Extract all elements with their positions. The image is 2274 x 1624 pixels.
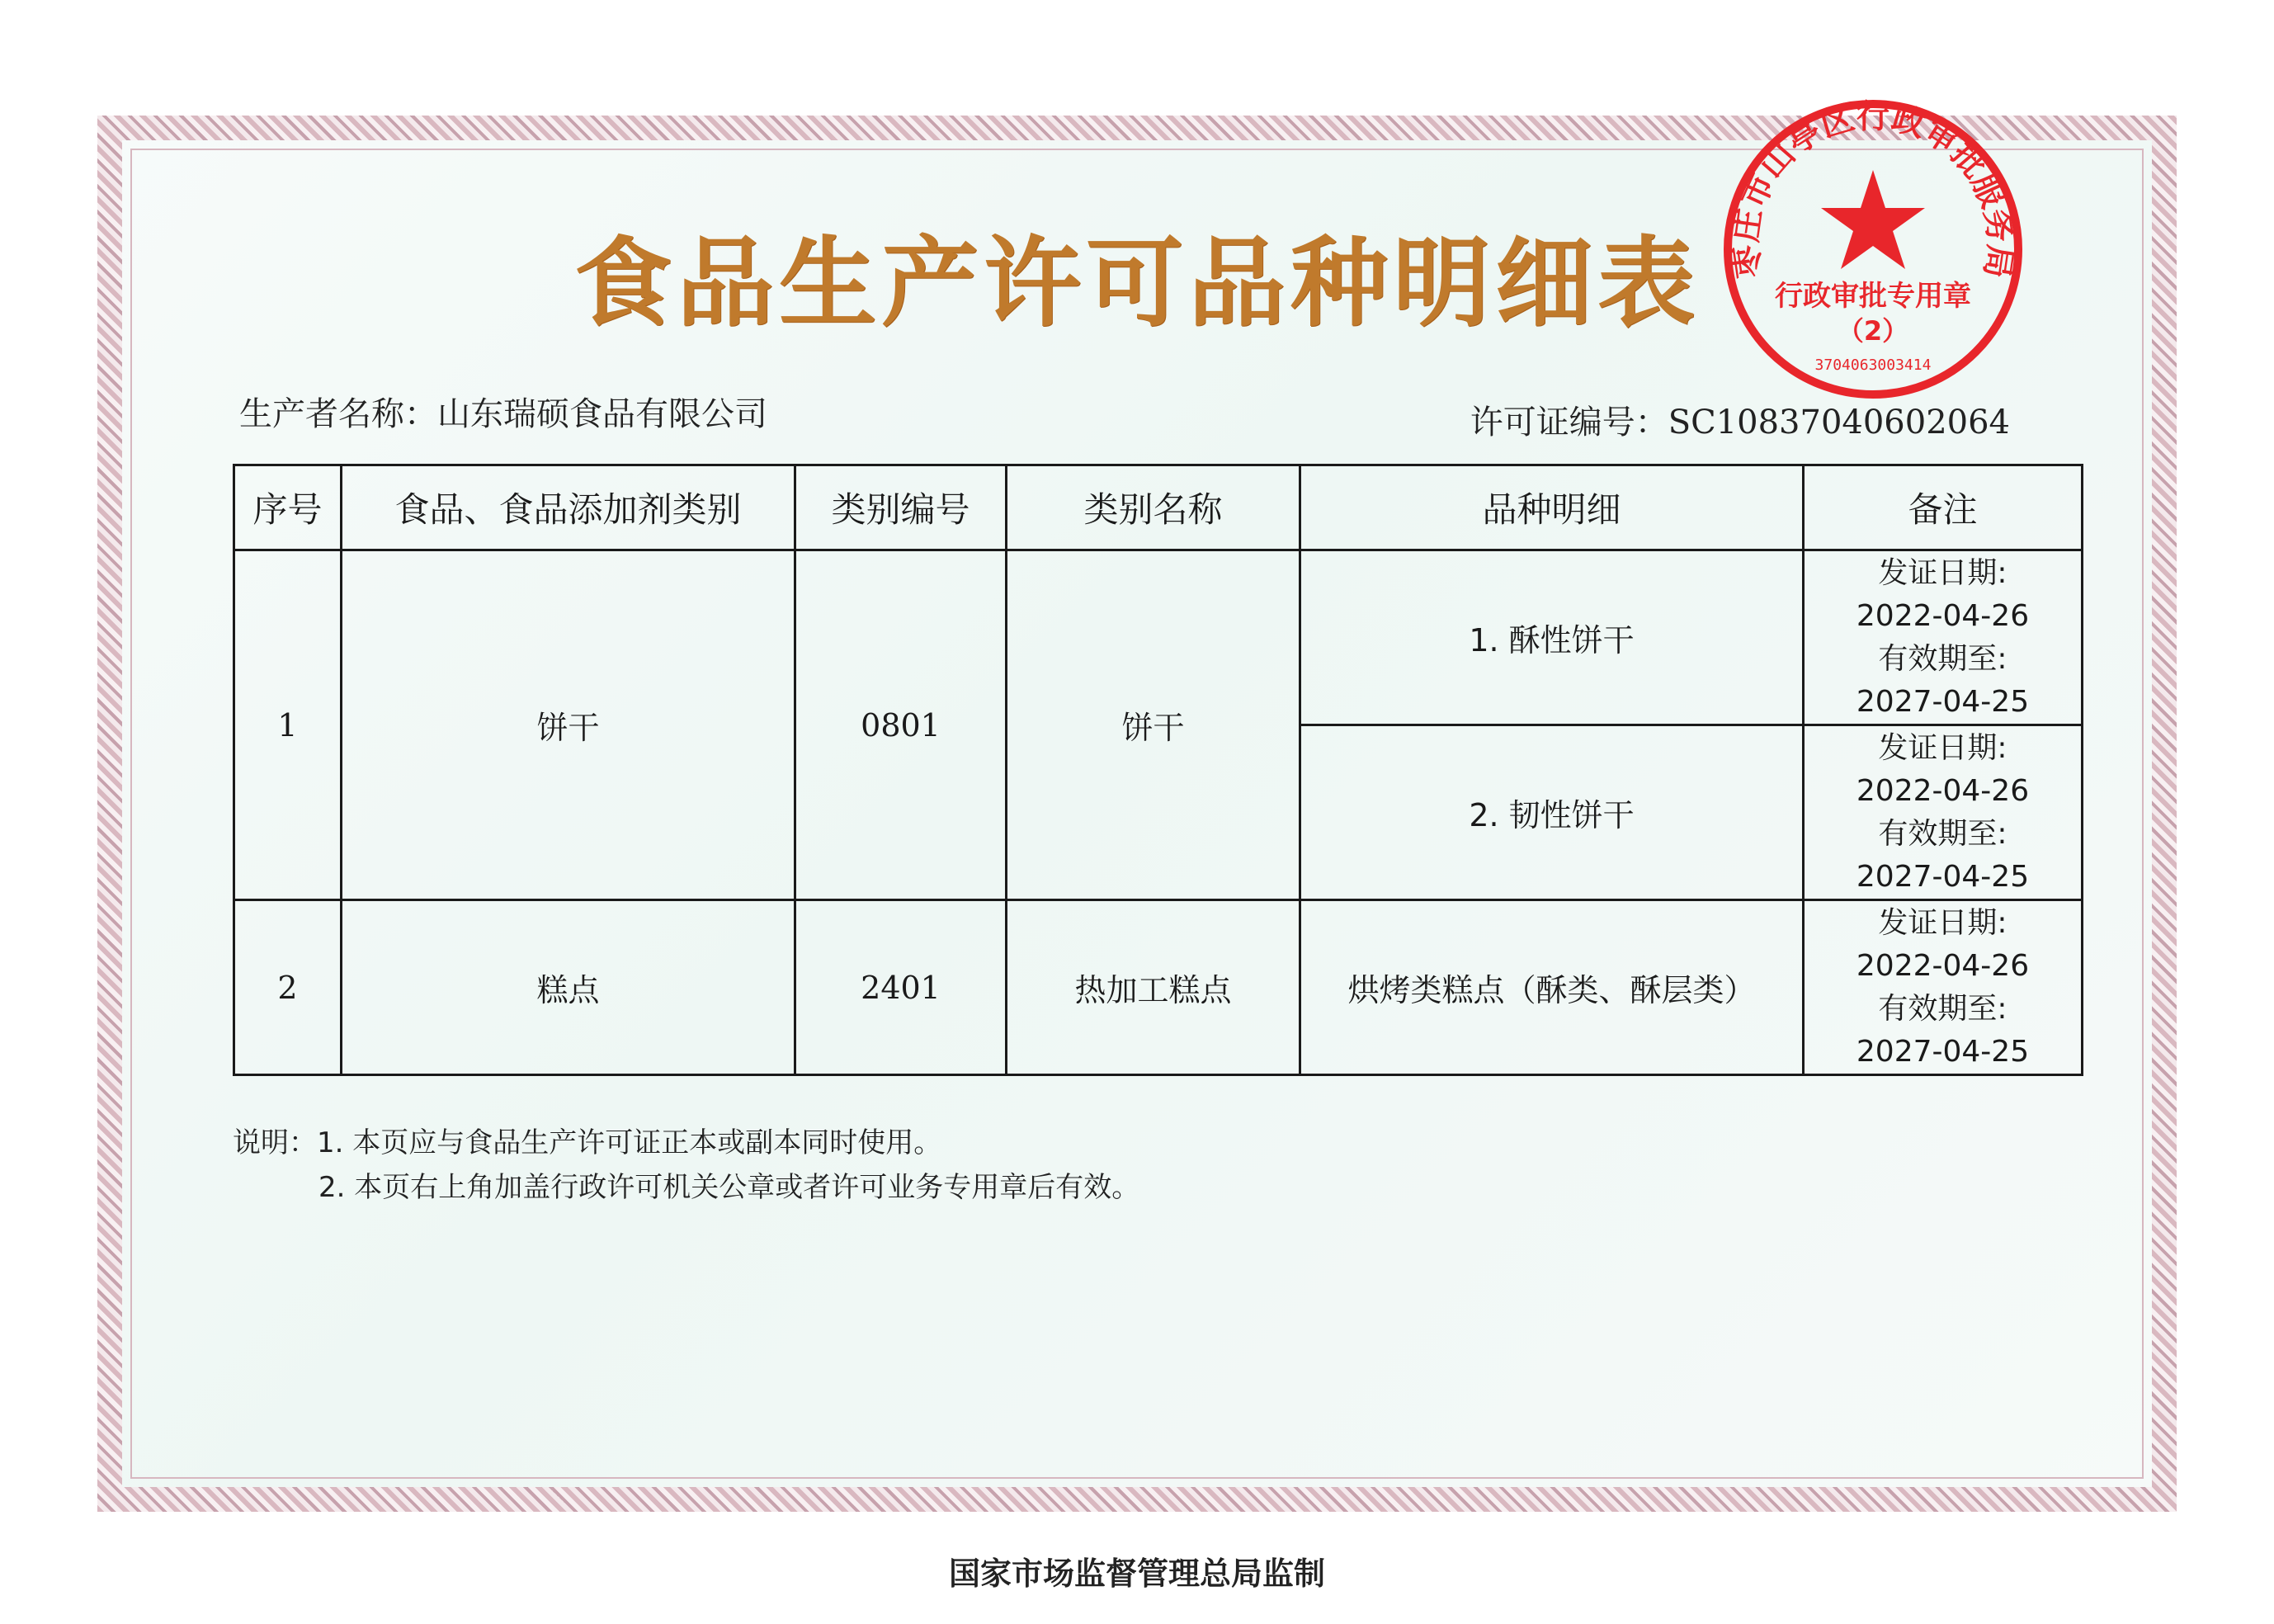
row-variety: 2. 韧性饼干 — [1300, 725, 1804, 900]
license-label: 许可证编号： — [1470, 404, 1668, 441]
row-code: 0801 — [795, 550, 1007, 900]
note-text-1: 1. 本页应与食品生产许可证正本或副本同时使用。 — [317, 1126, 942, 1159]
row-index: 1 — [234, 550, 342, 900]
official-seal — [1716, 92, 2030, 406]
row-category: 饼干 — [342, 550, 795, 900]
producer-name: 山东瑞硕食品有限公司 — [437, 395, 767, 433]
issue-date-label: 发证日期: — [1878, 730, 2007, 765]
row-category: 糕点 — [342, 900, 795, 1075]
notes-prefix: 说明： — [233, 1126, 317, 1159]
valid-until-date: 2027-04-25 — [1856, 1034, 2030, 1069]
table-row — [234, 900, 2083, 1075]
header-variety: 品种明细 — [1300, 465, 1804, 550]
table-header-row — [234, 465, 2083, 550]
table-row — [234, 550, 2083, 725]
valid-until-date: 2027-04-25 — [1856, 859, 2030, 894]
row-variety: 1. 酥性饼干 — [1300, 550, 1804, 725]
producer-line — [239, 388, 767, 435]
issue-date: 2022-04-26 — [1856, 598, 2030, 633]
seal-number: （2） — [1837, 315, 1909, 347]
note-line-1 — [233, 1121, 1139, 1165]
valid-until-label: 有效期至: — [1878, 641, 2007, 676]
footer-issuer: 国家市场监督管理总局监制 — [948, 1555, 1325, 1592]
document-title: 食品生产许可品种明细表 — [573, 225, 1700, 340]
row-index: 2 — [234, 900, 342, 1075]
header-category: 食品、食品添加剂类别 — [342, 465, 795, 550]
license-number: SC10837040602064 — [1668, 404, 2010, 441]
notes-section — [233, 1121, 1139, 1210]
row-note — [1804, 900, 2083, 1075]
row-code: 2401 — [795, 900, 1007, 1075]
note-line-2: 2. 本页右上角加盖行政许可机关公章或者许可业务专用章后有效。 — [318, 1171, 1140, 1204]
valid-until-label: 有效期至: — [1878, 991, 2007, 1026]
row-name: 饼干 — [1007, 550, 1300, 900]
valid-until-label: 有效期至: — [1878, 816, 2007, 851]
issue-date-label: 发证日期: — [1878, 905, 2007, 940]
producer-label: 生产者名称： — [239, 395, 437, 433]
header-index: 序号 — [234, 465, 342, 550]
seal-star-icon — [1821, 170, 1925, 269]
row-note — [1804, 550, 2083, 725]
issue-date: 2022-04-26 — [1856, 773, 2030, 808]
header-name: 类别名称 — [1007, 465, 1300, 550]
issue-date-label: 发证日期: — [1878, 555, 2007, 590]
row-variety: 烘烤类糕点（酥类、酥层类） — [1300, 900, 1804, 1075]
variety-detail-table — [233, 464, 2083, 1076]
row-name: 热加工糕点 — [1007, 900, 1300, 1075]
header-code: 类别编号 — [795, 465, 1007, 550]
issue-date: 2022-04-26 — [1856, 948, 2030, 983]
valid-until-date: 2027-04-25 — [1856, 684, 2030, 719]
row-note — [1804, 725, 2083, 900]
seal-code: 3704063003414 — [1814, 356, 1932, 374]
header-note: 备注 — [1804, 465, 2083, 550]
seal-inner-text: 行政审批专用章 — [1775, 280, 1971, 313]
seal-ring-text: 枣庄市山亭区行政审批服务局 — [1726, 97, 2020, 281]
